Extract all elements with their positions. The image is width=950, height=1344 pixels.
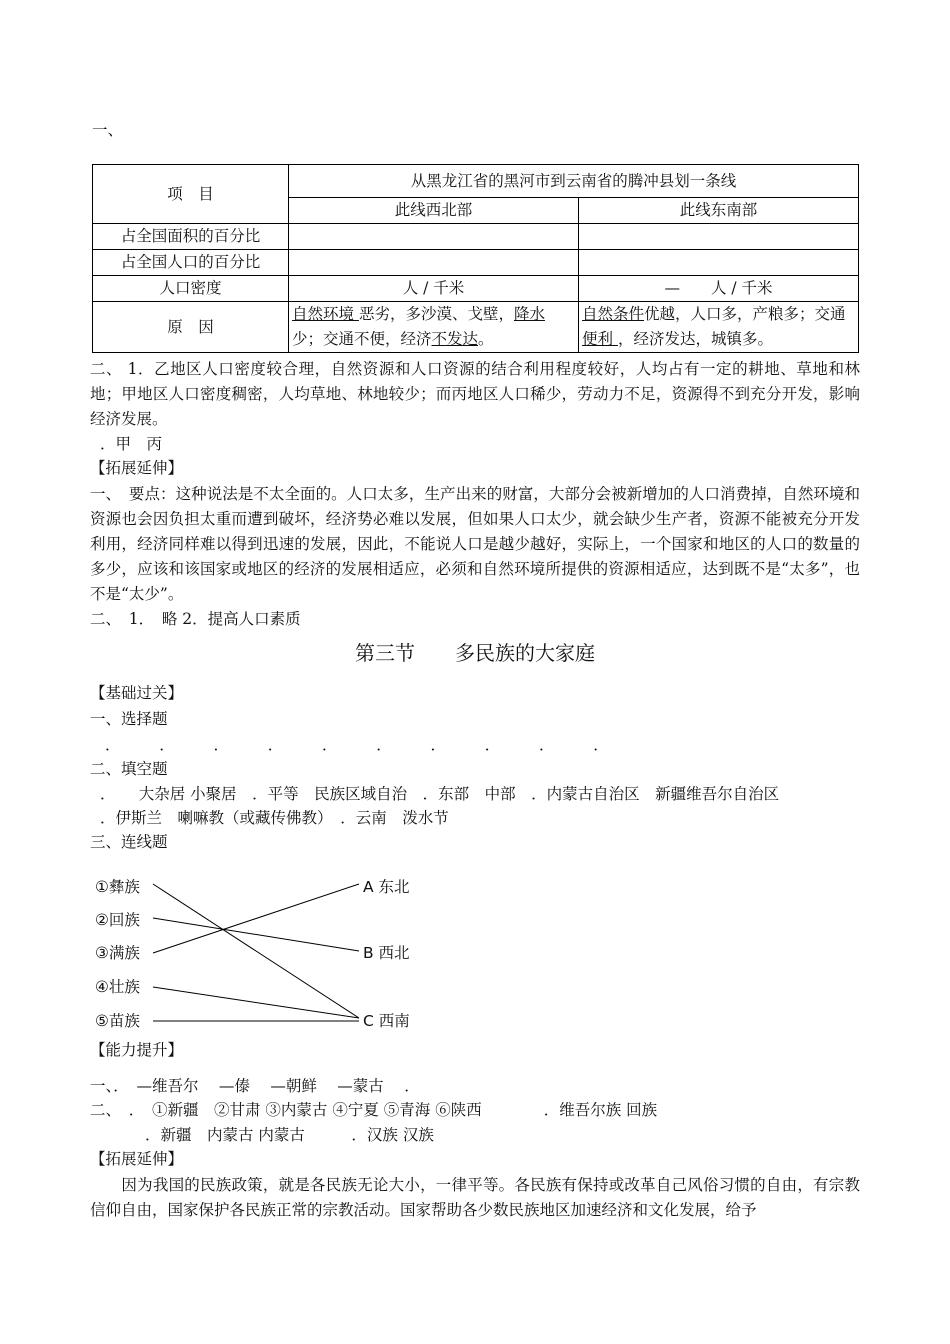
ability-heading: 【能力提升】 bbox=[90, 1041, 184, 1059]
part2-answer: 二、 1．乙地区人口密度较合理，自然资源和人口资源的结合利用程度较好，人均占有一定的耕地、草地和林地；甲地区人口密度稠密，人均草地、林地较少；而丙地区人口稀少，劳动力不足，资源得不到充分开发，影响经济发展。 bbox=[90, 360, 860, 428]
ethnic-hui: ②回族 bbox=[95, 911, 140, 929]
extension-answer-2: 二、 1． 略 2．提高人口素质 bbox=[90, 610, 301, 628]
table-row-label: 人口密度 bbox=[93, 276, 289, 302]
cause-northwest: 自然环境 恶劣，多沙漠、戈壁，降水少；交通不便，经济不发达。 bbox=[289, 302, 579, 353]
table-row-label: 原 因 bbox=[93, 302, 289, 353]
region-southwest: C 西南 bbox=[363, 1012, 410, 1030]
question-choice: 一、选择题 bbox=[90, 710, 168, 728]
section-label-1: 一、 bbox=[92, 121, 124, 139]
line-man-northeast bbox=[153, 884, 359, 953]
basic-heading: 【基础过关】 bbox=[90, 684, 184, 702]
ethnic-man: ③满族 bbox=[95, 944, 140, 962]
part2-answer-2: ．甲 丙 bbox=[100, 435, 163, 453]
fill-answer-1: ． 大杂居 小聚居 ．平等 民族区域自治 ．东部 中部 ．内蒙古自治区 新疆维吾尔自治区 bbox=[100, 785, 780, 803]
ability-answer-3: ．新疆 内蒙古 内蒙古 ．汉族 汉族 bbox=[145, 1126, 434, 1144]
table-cell: 人 / 千米 bbox=[289, 276, 579, 302]
ethnic-zhuang: ④壮族 bbox=[95, 978, 140, 996]
table-header-item: 项 目 bbox=[93, 165, 289, 224]
cause-southeast: 自然条件优越，人口多，产粮多；交通便利 ，经济发达，城镇多。 bbox=[579, 302, 859, 353]
ability-answer-1: 一、． —维吾尔 —傣 —朝鲜 —蒙古 ． bbox=[90, 1077, 420, 1095]
ethnic-yi: ①彝族 bbox=[95, 878, 140, 896]
choice-answers: ． ． ． ． ． ． ． ． ． ． bbox=[105, 736, 609, 754]
question-matching: 三、连线题 bbox=[90, 833, 168, 851]
table-header-line: 从黑龙江省的黑河市到云南省的腾冲县划一条线 bbox=[289, 165, 859, 198]
table-cell: — 人 / 千米 bbox=[579, 276, 859, 302]
fill-answer-2: ．伊斯兰 喇嘛教（或藏传佛教） ．云南 泼水节 bbox=[100, 809, 449, 827]
line-hui-northwest bbox=[153, 918, 359, 951]
extension2-heading: 【拓展延伸】 bbox=[90, 1150, 184, 1168]
region-northeast: A 东北 bbox=[363, 878, 410, 896]
table-header-southeast: 此线东南部 bbox=[579, 198, 859, 224]
ethnic-miao: ⑤苗族 bbox=[95, 1012, 140, 1030]
table-row-label: 占全国面积的百分比 bbox=[93, 224, 289, 250]
extension2-answer: 因为我国的民族政策，就是各民族无论大小，一律平等。各民族有保持或改革自己风俗习惯的自由，有宗教信仰自由，国家保护各民族正常的宗教活动。国家帮助各少数民族地区加速经济和文化发展，给予 bbox=[90, 1176, 860, 1219]
region-northwest: B 西北 bbox=[363, 944, 410, 962]
line-yi-southwest bbox=[153, 884, 359, 1018]
table-row-label: 占全国人口的百分比 bbox=[93, 250, 289, 276]
table-header-northwest: 此线西北部 bbox=[289, 198, 579, 224]
question-fill: 二、填空题 bbox=[90, 760, 168, 778]
section-title: 第三节 多民族的大家庭 bbox=[355, 641, 595, 665]
extension-answer: 一、 要点：这种说法是不太全面的。人口太多，生产出来的财富，大部分会被新增加的人口消费掉，自然环境和资源也会因负担太重而遭到破坏，经济势必难以发展，但如果人口太少，就会缺少生产者，资源不能被充分开发利用，经济同样难以得到迅速的发展，因此，不能说人口是越少越好，实际上，一个国家和地区的人口的数量的多少，应该和该国家或地区的经济的发展相适应，必须和自然环境所提供的资源相适应，达到既不是“太多”，也不是“太少”。 bbox=[90, 485, 860, 603]
extension-heading: 【拓展延伸】 bbox=[90, 459, 184, 477]
ability-answer-2: 二、 ． ①新疆 ②甘肃 ③内蒙古 ④宁夏 ⑤青海 ⑥陕西 ．维吾尔族 回族 bbox=[90, 1101, 658, 1119]
line-zhuang-southwest bbox=[153, 987, 359, 1018]
